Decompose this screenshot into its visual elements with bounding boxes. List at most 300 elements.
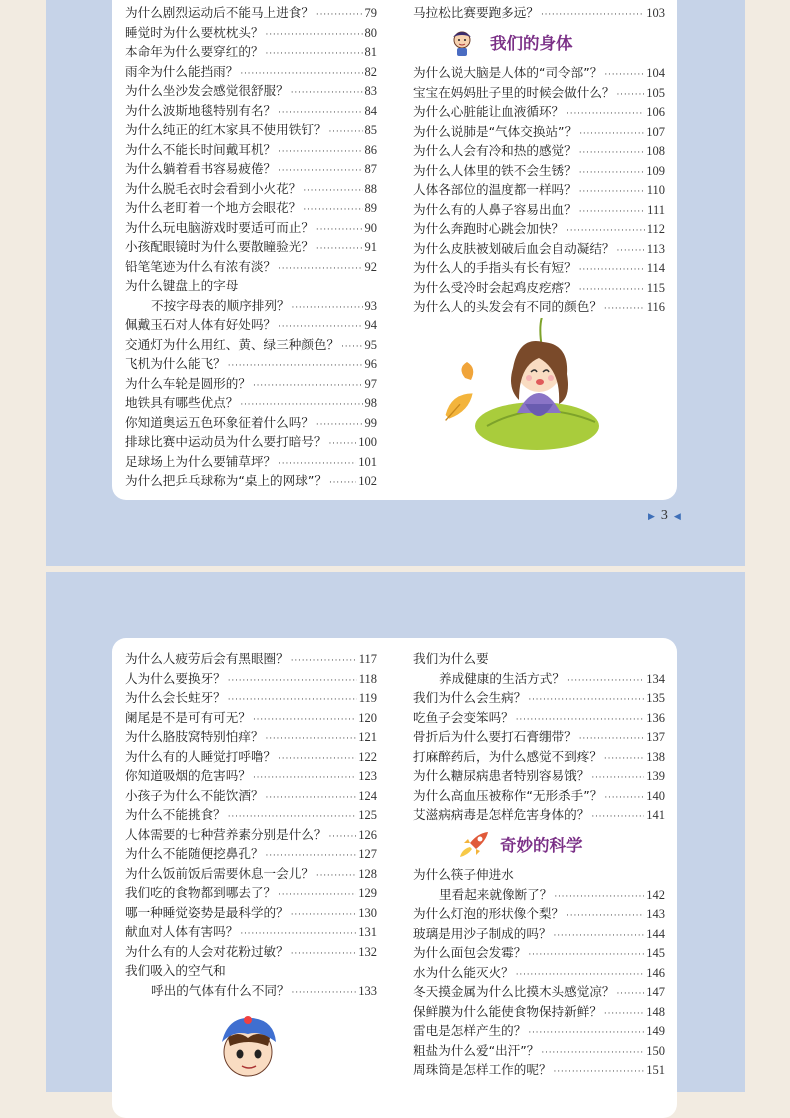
toc-leader-dots xyxy=(253,715,356,725)
toc-entry-title: 排球比赛中运动员为什么要打暗号？ xyxy=(125,434,327,449)
toc-leader-dots xyxy=(278,754,356,764)
toc-leader-dots xyxy=(278,147,362,157)
toc-entry-page: 84 xyxy=(364,103,377,118)
toc-entry xyxy=(413,1040,665,1060)
toc-entry-title: 我们吸入的空气和 xyxy=(125,963,226,978)
toc-entry xyxy=(413,864,665,884)
toc-entry xyxy=(125,687,377,707)
toc-entry-page: 116 xyxy=(646,300,665,314)
toc-leader-dots xyxy=(240,929,356,939)
toc-leader-dots xyxy=(604,1009,644,1019)
toc-entry-page: 145 xyxy=(646,946,665,960)
toc-leader-dots xyxy=(554,892,644,902)
toc-entry xyxy=(413,121,665,141)
toc-entry-page: 97 xyxy=(364,376,377,391)
toc-entry-title: 为什么纯正的红木家具不使用铁钉？ xyxy=(125,122,327,137)
boy-illustration xyxy=(208,1008,288,1078)
toc-entry-title: 为什么饭前饭后需要休息一会儿？ xyxy=(125,865,314,881)
toc-entry-title: 献血对人体有害吗？ xyxy=(125,924,239,939)
toc-entry-page: 115 xyxy=(646,280,665,295)
toc-leader-dots xyxy=(566,911,644,921)
toc-entry xyxy=(125,314,377,334)
toc-entry-page: 147 xyxy=(646,985,665,999)
arrow-left-icon: ◀ xyxy=(673,510,681,521)
toc-entry-page: 86 xyxy=(364,142,377,157)
toc-entry xyxy=(413,785,665,805)
toc-entry-page: 80 xyxy=(364,25,377,40)
toc-page-bottom xyxy=(46,572,745,1092)
toc-entry xyxy=(125,373,377,393)
toc-leader-dots xyxy=(253,773,356,783)
toc-entry-title: 你知道奥运五色环象征着什么吗？ xyxy=(125,414,314,430)
toc-card-top xyxy=(112,0,677,500)
toc-entry-title: 雨伞为什么能挡雨？ xyxy=(125,63,239,79)
toc-entry xyxy=(125,451,377,471)
toc-entry-page: 83 xyxy=(364,84,377,98)
toc-entry xyxy=(413,765,665,785)
toc-leader-dots xyxy=(579,285,645,295)
toc-entry-title: 为什么胳肢窝特别怕痒？ xyxy=(125,729,264,744)
toc-entry-title: 为什么面包会发霉？ xyxy=(413,945,527,960)
toc-entry xyxy=(125,275,377,295)
toc-leader-dots xyxy=(541,1048,644,1058)
arrow-right-icon: ▶ xyxy=(648,510,655,521)
toc-entry-page: 92 xyxy=(364,259,377,274)
toc-leader-dots xyxy=(228,361,363,371)
toc-entry-title: 冬天摸金属为什么比摸木头感觉凉？ xyxy=(413,984,615,999)
toc-entry xyxy=(125,843,377,863)
toc-leader-dots xyxy=(228,676,357,686)
toc-entry-title: 为什么有的人鼻子容易出血？ xyxy=(413,201,577,217)
toc-leader-dots xyxy=(278,322,362,332)
toc-entry-page: 102 xyxy=(358,474,377,488)
toc-entry-page: 106 xyxy=(646,105,665,119)
toc-entry-page: 149 xyxy=(646,1024,665,1038)
toc-leader-dots xyxy=(579,207,645,217)
toc-leader-dots xyxy=(329,832,357,842)
toc-entry-page: 96 xyxy=(364,357,377,371)
toc-leader-dots xyxy=(228,695,357,705)
toc-entry xyxy=(413,1001,665,1021)
toc-entry-title: 人体需要的七种营养素分别是什么？ xyxy=(125,826,327,842)
toc-entry xyxy=(413,62,665,82)
toc-entry-page: 93 xyxy=(364,298,377,313)
toc-leader-dots xyxy=(579,168,645,178)
toc-leader-dots xyxy=(278,108,362,118)
toc-entry xyxy=(413,101,665,121)
leaf-icon xyxy=(442,388,478,424)
toc-entry xyxy=(413,257,665,277)
toc-entry-page: 123 xyxy=(358,769,377,783)
toc-entry xyxy=(125,960,377,980)
toc-leader-dots xyxy=(253,381,363,391)
toc-entry-title: 地铁具有哪些优点？ xyxy=(125,395,239,410)
toc-entry-title: 雷电是怎样产生的？ xyxy=(413,1023,527,1038)
boy-head-icon xyxy=(448,27,482,57)
toc-entry-title: 周珠筒是怎样工作的呢？ xyxy=(413,1062,552,1077)
toc-entry-title: 为什么脱毛衣时会看到小火花？ xyxy=(125,180,302,196)
toc-entry-title: 为什么人的手指头有长有短？ xyxy=(413,260,577,275)
toc-entry xyxy=(413,2,665,22)
toc-entry-page: 124 xyxy=(358,788,377,803)
toc-entry-title: 铅笔笔迹为什么有浓有淡？ xyxy=(125,258,277,274)
toc-entry-title: 为什么车轮是圆形的？ xyxy=(125,375,251,391)
toc-entry xyxy=(413,942,665,962)
toc-leader-dots xyxy=(240,400,362,410)
toc-leader-dots xyxy=(516,970,645,980)
toc-entry-title: 我们为什么会生病？ xyxy=(413,690,527,705)
toc-leader-dots xyxy=(579,148,645,158)
toc-entry-page: 130 xyxy=(358,905,377,920)
toc-entry-title: 为什么说肺是“气体交换站”？ xyxy=(413,123,578,139)
toc-entry-title: 为什么剧烈运动后不能马上进食？ xyxy=(125,5,314,20)
toc-entry-title: 艾滋病病毒是怎样危害身体的？ xyxy=(413,807,590,822)
toc-leader-dots xyxy=(291,910,357,920)
toc-entry-page: 114 xyxy=(646,261,665,275)
toc-entry-page: 141 xyxy=(646,808,665,822)
toc-entry-title: 为什么灯泡的形状像个梨？ xyxy=(413,906,565,921)
toc-entry-title: 为什么不能挑食？ xyxy=(125,807,226,822)
toc-entry xyxy=(125,668,377,688)
toc-entry-title: 为什么人体里的铁不会生锈？ xyxy=(413,162,577,178)
toc-entry-page: 142 xyxy=(646,887,665,902)
toc-leader-dots xyxy=(278,459,356,469)
toc-entry-title: 为什么人疲劳后会有黑眼圈？ xyxy=(125,651,289,666)
toc-entry-page: 111 xyxy=(647,202,665,217)
toc-entry-page: 128 xyxy=(358,866,377,881)
toc-entry xyxy=(413,726,665,746)
toc-entry xyxy=(125,392,377,412)
toc-entry-page: 103 xyxy=(646,6,665,20)
toc-entry xyxy=(413,923,665,943)
toc-leader-dots xyxy=(316,420,363,430)
toc-entry xyxy=(413,687,665,707)
toc-entry-title: 水为什么能灭火？ xyxy=(413,964,514,980)
page-number: ▶ 3 ◀ xyxy=(648,508,681,523)
toc-entry xyxy=(413,903,665,923)
toc-entry xyxy=(125,236,377,256)
toc-entry-title: 呼出的气体有什么不同？ xyxy=(151,982,290,998)
toc-entry xyxy=(125,197,377,217)
toc-leader-dots xyxy=(591,773,644,783)
toc-entry-page: 91 xyxy=(364,240,377,254)
toc-entry xyxy=(413,238,665,258)
toc-entry-title: 交通灯为什么用红、黄、绿三种颜色？ xyxy=(125,336,340,352)
toc-entry xyxy=(413,140,665,160)
toc-entry xyxy=(125,431,377,451)
toc-entry xyxy=(413,707,665,727)
toc-entry-title: 为什么把乒乓球称为“桌上的网球”？ xyxy=(125,473,327,488)
toc-entry xyxy=(413,981,665,1001)
toc-entry-title: 小孩配眼镜时为什么要散瞳验光？ xyxy=(125,239,314,254)
toc-leader-dots xyxy=(266,49,363,59)
toc-entry-page: 139 xyxy=(646,769,665,783)
toc-leader-dots xyxy=(617,90,645,100)
toc-entry xyxy=(413,746,665,766)
toc-entry xyxy=(125,648,377,668)
toc-entry xyxy=(125,707,377,727)
toc-entry xyxy=(413,82,665,102)
toc-leader-dots xyxy=(316,244,363,254)
toc-leader-dots xyxy=(329,439,357,449)
toc-entry-page: 107 xyxy=(646,124,665,139)
toc-entry-title: 养成健康的生活方式？ xyxy=(439,670,565,686)
toc-entry xyxy=(125,863,377,883)
toc-entry xyxy=(125,178,377,198)
toc-leader-dots xyxy=(303,205,362,215)
toc-entry-page: 81 xyxy=(364,45,377,59)
toc-entry-title: 为什么躺着看书容易疲倦？ xyxy=(125,161,277,176)
section-title-body: 我们的身体 xyxy=(448,28,573,56)
toc-entry xyxy=(413,296,665,316)
toc-leader-dots xyxy=(278,166,362,176)
toc-leader-dots xyxy=(329,127,363,137)
toc-entry-title: 足球场上为什么要铺草坪？ xyxy=(125,453,277,469)
toc-entry xyxy=(413,1020,665,1040)
toc-entry-title: 为什么键盘上的字母 xyxy=(125,278,239,293)
toc-entry-page: 133 xyxy=(358,983,377,998)
toc-entry xyxy=(125,746,377,766)
toc-entry-title: 哪一种睡觉姿势是最科学的？ xyxy=(125,904,289,920)
toc-entry-title: 为什么筷子伸进水 xyxy=(413,867,514,882)
toc-entry-title: 你知道吸烟的危害吗？ xyxy=(125,768,251,783)
toc-entry-title: 为什么有的人会对花粉过敏？ xyxy=(125,943,289,959)
toc-entry-title: 宝宝在妈妈肚子里的时候会做什么？ xyxy=(413,84,615,100)
toc-leader-dots xyxy=(579,734,645,744)
toc-entry-page: 137 xyxy=(646,730,665,744)
toc-leader-dots xyxy=(292,988,357,998)
toc-leader-dots xyxy=(228,812,357,822)
toc-entry xyxy=(125,119,377,139)
toc-entry xyxy=(413,179,665,199)
toc-entry xyxy=(125,726,377,746)
toc-leader-dots xyxy=(567,676,644,686)
toc-entry-title: 里看起来就像断了？ xyxy=(439,886,553,902)
toc-entry-title: 为什么糖尿病患者特别容易饿？ xyxy=(413,768,590,783)
toc-leader-dots xyxy=(604,304,645,314)
toc-entry-title: 为什么奔跑时心跳会加快？ xyxy=(413,221,565,236)
toc-leader-dots xyxy=(566,109,644,119)
toc-entry-page: 99 xyxy=(364,415,377,430)
toc-entry-title: 骨折后为什么要打石膏绷带？ xyxy=(413,729,577,744)
toc-entry-title: 小孩子为什么不能饮酒？ xyxy=(125,787,264,803)
toc-entry-page: 132 xyxy=(358,944,377,959)
toc-entry-page: 127 xyxy=(358,847,377,861)
toc-entry-page: 87 xyxy=(364,162,377,176)
toc-entry-title: 保鲜膜为什么能使食物保持新鲜？ xyxy=(413,1003,602,1019)
toc-leader-dots xyxy=(579,265,645,275)
toc-entry xyxy=(125,921,377,941)
toc-entry-page: 129 xyxy=(358,886,377,900)
toc-entry xyxy=(413,668,665,688)
toc-entry-title: 为什么心脏能让血液循环？ xyxy=(413,104,565,119)
toc-entry-page: 143 xyxy=(646,907,665,921)
toc-leader-dots xyxy=(278,264,362,274)
toc-entry-page: 150 xyxy=(646,1043,665,1058)
toc-entry-title: 人体各部位的温度都一样吗？ xyxy=(413,182,577,197)
toc-entry xyxy=(125,295,377,315)
toc-entry-page: 119 xyxy=(358,691,377,705)
toc-entry-title: 为什么受冷时会起鸡皮疙瘩？ xyxy=(413,279,577,295)
toc-entry-title: 为什么玩电脑游戏时要适可而止？ xyxy=(125,219,314,235)
toc-leader-dots xyxy=(528,695,644,705)
toc-entry xyxy=(413,1059,665,1079)
toc-leader-dots xyxy=(541,10,644,20)
toc-entry-page: 120 xyxy=(358,710,377,725)
toc-leader-dots xyxy=(316,225,363,235)
toc-entry xyxy=(413,804,665,824)
toc-leader-dots xyxy=(566,226,645,236)
toc-entry-title: 吃鱼子会变笨吗？ xyxy=(413,709,514,725)
toc-leader-dots xyxy=(591,812,644,822)
toc-entry-page: 108 xyxy=(646,144,665,158)
toc-leader-dots xyxy=(554,1067,645,1077)
toc-entry xyxy=(125,61,377,81)
toc-entry xyxy=(125,217,377,237)
toc-entry-page: 110 xyxy=(646,183,665,197)
toc-card-bottom xyxy=(112,638,677,1118)
rocket-icon xyxy=(458,829,492,859)
toc-entry-page: 95 xyxy=(364,337,377,352)
toc-leader-dots xyxy=(341,342,362,352)
toc-entry-page: 94 xyxy=(364,318,377,332)
toc-entry xyxy=(125,353,377,373)
toc-entry-page: 117 xyxy=(358,652,377,666)
toc-leader-dots xyxy=(554,931,645,941)
toc-entry-page: 135 xyxy=(646,691,665,705)
toc-leader-dots xyxy=(266,793,357,803)
toc-entry-title: 马拉松比赛要跑多远？ xyxy=(413,5,539,20)
toc-leader-dots xyxy=(516,715,645,725)
toc-entry-title: 为什么会长蛀牙？ xyxy=(125,690,226,705)
toc-entry-title: 为什么老盯着一个地方会眼花？ xyxy=(125,200,302,215)
toc-leader-dots xyxy=(617,246,645,256)
toc-entry-page: 140 xyxy=(646,788,665,803)
toc-entry-title: 阑尾是不是可有可无？ xyxy=(125,709,251,725)
toc-entry-page: 101 xyxy=(358,454,377,469)
toc-page-top xyxy=(46,0,745,566)
toc-entry-title: 佩戴玉石对人体有好处吗？ xyxy=(125,317,277,332)
toc-leader-dots xyxy=(303,186,362,196)
toc-entry-title: 粗盐为什么爱“出汗”？ xyxy=(413,1042,540,1058)
toc-entry-page: 79 xyxy=(364,6,377,20)
toc-entry-page: 100 xyxy=(358,435,377,449)
toc-entry-title: 为什么说大脑是人体的“司令部”？ xyxy=(413,65,603,80)
toc-entry xyxy=(125,941,377,961)
toc-entry-page: 122 xyxy=(358,749,377,764)
toc-leader-dots xyxy=(579,129,644,139)
toc-entry xyxy=(413,648,665,668)
toc-entry-title: 为什么人的头发会有不同的颜色？ xyxy=(413,299,602,314)
toc-entry-title: 我们为什么要 xyxy=(413,651,489,666)
toc-entry xyxy=(125,334,377,354)
toc-entry xyxy=(413,218,665,238)
toc-leader-dots xyxy=(291,88,363,98)
toc-entry-page: 85 xyxy=(364,123,377,137)
toc-entry-page: 105 xyxy=(646,85,665,100)
toc-entry-title: 为什么不能随便挖鼻孔？ xyxy=(125,846,264,861)
toc-leader-dots xyxy=(604,70,644,80)
toc-entry xyxy=(125,2,377,22)
toc-entry-title: 为什么波斯地毯特别有名？ xyxy=(125,102,277,118)
toc-leader-dots xyxy=(528,1028,644,1038)
toc-leader-dots xyxy=(579,187,645,197)
toc-entry xyxy=(125,824,377,844)
toc-leader-dots xyxy=(291,949,357,959)
toc-entry-page: 109 xyxy=(646,163,665,178)
toc-entry-title: 为什么皮肤被划破后血会自动凝结？ xyxy=(413,240,615,256)
section-title-science: 奇妙的科学 xyxy=(458,830,583,858)
toc-entry-page: 151 xyxy=(646,1063,665,1077)
toc-leader-dots xyxy=(278,890,356,900)
toc-entry xyxy=(125,882,377,902)
toc-entry-page: 146 xyxy=(646,965,665,980)
toc-entry xyxy=(125,139,377,159)
toc-entry xyxy=(413,277,665,297)
toc-entry-title: 为什么坐沙发会感觉很舒服？ xyxy=(125,83,289,98)
toc-entry xyxy=(125,412,377,432)
toc-leader-dots xyxy=(291,656,357,666)
toc-entry xyxy=(413,962,665,982)
toc-entry xyxy=(125,41,377,61)
toc-leader-dots xyxy=(266,30,363,40)
toc-entry-title: 本命年为什么要穿红的？ xyxy=(125,44,264,59)
toc-entry-page: 126 xyxy=(358,827,377,842)
toc-entry-title: 为什么高血压被称作“无形杀手”？ xyxy=(413,787,603,803)
toc-entry xyxy=(125,80,377,100)
toc-entry-title: 睡觉时为什么要枕枕头？ xyxy=(125,24,264,40)
toc-leader-dots xyxy=(292,303,363,313)
toc-leader-dots xyxy=(528,950,644,960)
toc-entry xyxy=(125,158,377,178)
toc-entry-page: 88 xyxy=(364,181,377,196)
toc-entry-page: 90 xyxy=(364,220,377,235)
toc-entry-page: 98 xyxy=(364,396,377,410)
toc-entry xyxy=(413,884,665,904)
toc-entry-title: 为什么有的人睡觉打呼噜？ xyxy=(125,748,277,764)
toc-entry-page: 104 xyxy=(646,66,665,80)
toc-entry xyxy=(413,160,665,180)
toc-entry-title: 人为什么要换牙？ xyxy=(125,670,226,686)
toc-entry-page: 82 xyxy=(364,64,377,79)
toc-leader-dots xyxy=(316,871,356,881)
toc-entry-page: 89 xyxy=(364,201,377,215)
toc-entry-page: 112 xyxy=(646,222,665,236)
toc-entry-title: 我们吃的食物都到哪去了？ xyxy=(125,885,277,900)
toc-entry-title: 玻璃是用沙子制成的吗？ xyxy=(413,925,552,941)
toc-entry-page: 138 xyxy=(646,749,665,764)
toc-entry xyxy=(125,765,377,785)
toc-entry-page: 125 xyxy=(358,808,377,822)
toc-entry-title: 为什么人会有冷和热的感觉？ xyxy=(413,143,577,158)
toc-entry xyxy=(125,470,377,490)
toc-entry xyxy=(125,785,377,805)
toc-entry-page: 121 xyxy=(358,730,377,744)
toc-entry xyxy=(125,804,377,824)
toc-leader-dots xyxy=(617,989,645,999)
toc-entry xyxy=(125,22,377,42)
toc-entry-page: 148 xyxy=(646,1004,665,1019)
toc-entry-title: 不按字母表的顺序排列？ xyxy=(151,297,290,313)
toc-leader-dots xyxy=(604,793,644,803)
toc-entry xyxy=(125,100,377,120)
toc-entry-page: 136 xyxy=(646,710,665,725)
toc-entry-page: 131 xyxy=(358,925,377,939)
toc-leader-dots xyxy=(266,851,357,861)
toc-leader-dots xyxy=(316,10,363,20)
toc-entry-page: 144 xyxy=(646,926,665,941)
toc-leader-dots xyxy=(266,734,357,744)
